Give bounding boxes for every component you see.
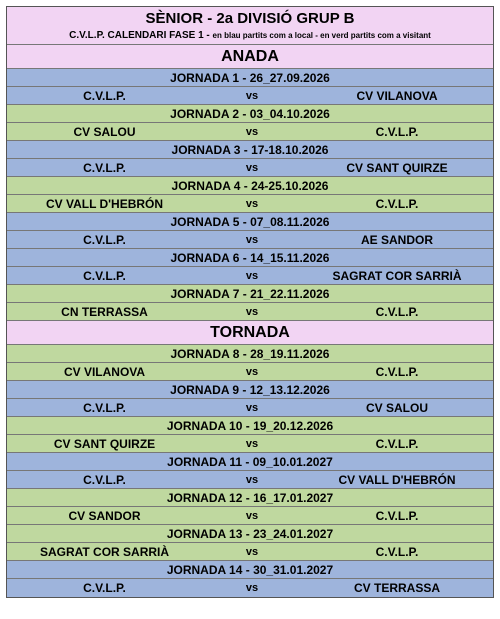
- away-team: C.V.L.P.: [375, 305, 419, 319]
- jornada-row: JORNADA 6 - 14_15.11.2026: [7, 249, 493, 267]
- home-team: C.V.L.P.: [83, 233, 126, 247]
- away-team: CV VILANOVA: [356, 89, 438, 103]
- match-row: [7, 507, 493, 525]
- match-row: [7, 231, 493, 249]
- jornada-row: JORNADA 7 - 21_22.11.2026: [7, 285, 493, 303]
- home-team: C.V.L.P.: [83, 473, 126, 487]
- jornada-row: JORNADA 14 - 30_31.01.2027: [7, 561, 493, 579]
- home-team: CV SANDOR: [68, 509, 141, 523]
- home-team: CN TERRASSA: [61, 305, 148, 319]
- away-team: CV TERRASSA: [353, 581, 440, 595]
- vs-label: vs: [245, 270, 259, 282]
- section-header: ANADA: [7, 45, 493, 69]
- home-team: C.V.L.P.: [83, 269, 126, 283]
- match-row: [7, 123, 493, 141]
- calendar-subtitle: [7, 29, 493, 43]
- calendar-title: SÈNIOR - 2a DIVISIÓ GRUP B: [145, 10, 355, 27]
- vs-label: vs: [245, 510, 259, 522]
- jornada-row: JORNADA 4 - 24-25.10.2026: [7, 177, 493, 195]
- match-row: [7, 303, 493, 321]
- home-team: C.V.L.P.: [83, 581, 126, 595]
- vs-label: vs: [245, 582, 259, 594]
- match-row: [7, 399, 493, 417]
- away-team: C.V.L.P.: [375, 125, 419, 139]
- home-team: C.V.L.P.: [83, 161, 126, 175]
- away-team: AE SANDOR: [360, 233, 433, 247]
- vs-label: vs: [245, 402, 259, 414]
- home-team: SAGRAT COR SARRIÀ: [39, 545, 170, 559]
- match-row: [7, 87, 493, 105]
- match-row: [7, 267, 493, 285]
- subtitle-color-note: en blau partits com a local - en verd partits com a visitant: [212, 31, 431, 40]
- vs-label: vs: [245, 474, 259, 486]
- schedule-body: [7, 45, 493, 597]
- away-team: CV SALOU: [365, 401, 428, 415]
- match-row: [7, 579, 493, 597]
- away-team: C.V.L.P.: [375, 545, 419, 559]
- away-team: C.V.L.P.: [375, 437, 419, 451]
- jornada-row: JORNADA 3 - 17-18.10.2026: [7, 141, 493, 159]
- jornada-row: JORNADA 12 - 16_17.01.2027: [7, 489, 493, 507]
- vs-label: vs: [245, 306, 259, 318]
- home-team: CV SANT QUIRZE: [53, 437, 156, 451]
- away-team: CV SANT QUIRZE: [346, 161, 448, 175]
- calendar-header: [7, 7, 493, 45]
- match-row: [7, 471, 493, 489]
- home-team: CV VALL D'HEBRÓN: [45, 197, 164, 211]
- vs-label: vs: [245, 90, 259, 102]
- vs-label: vs: [245, 546, 259, 558]
- away-team: CV VALL D'HEBRÓN: [338, 473, 456, 487]
- home-team: CV SALOU: [73, 125, 136, 139]
- vs-label: vs: [245, 126, 259, 138]
- jornada-row: JORNADA 13 - 23_24.01.2027: [7, 525, 493, 543]
- away-team: C.V.L.P.: [375, 197, 419, 211]
- vs-label: vs: [245, 198, 259, 210]
- jornada-row: JORNADA 9 - 12_13.12.2026: [7, 381, 493, 399]
- jornada-row: JORNADA 1 - 26_27.09.2026: [7, 69, 493, 87]
- jornada-row: JORNADA 5 - 07_08.11.2026: [7, 213, 493, 231]
- vs-label: vs: [245, 162, 259, 174]
- vs-label: vs: [245, 234, 259, 246]
- match-row: [7, 195, 493, 213]
- jornada-row: JORNADA 11 - 09_10.01.2027: [7, 453, 493, 471]
- match-row: [7, 159, 493, 177]
- away-team: SAGRAT COR SARRIÀ: [332, 269, 462, 283]
- subtitle-main: C.V.L.P. CALENDARI FASE 1 -: [69, 30, 210, 41]
- match-row: [7, 543, 493, 561]
- away-team: C.V.L.P.: [375, 509, 419, 523]
- home-team: C.V.L.P.: [83, 89, 126, 103]
- away-team: C.V.L.P.: [375, 365, 419, 379]
- calendar-sheet: [6, 6, 494, 598]
- jornada-row: JORNADA 10 - 19_20.12.2026: [7, 417, 493, 435]
- match-row: [7, 363, 493, 381]
- jornada-row: JORNADA 2 - 03_04.10.2026: [7, 105, 493, 123]
- jornada-row: JORNADA 8 - 28_19.11.2026: [7, 345, 493, 363]
- vs-label: vs: [245, 438, 259, 450]
- vs-label: vs: [245, 366, 259, 378]
- match-row: [7, 435, 493, 453]
- section-header: TORNADA: [7, 321, 493, 345]
- home-team: C.V.L.P.: [83, 401, 126, 415]
- home-team: CV VILANOVA: [63, 365, 146, 379]
